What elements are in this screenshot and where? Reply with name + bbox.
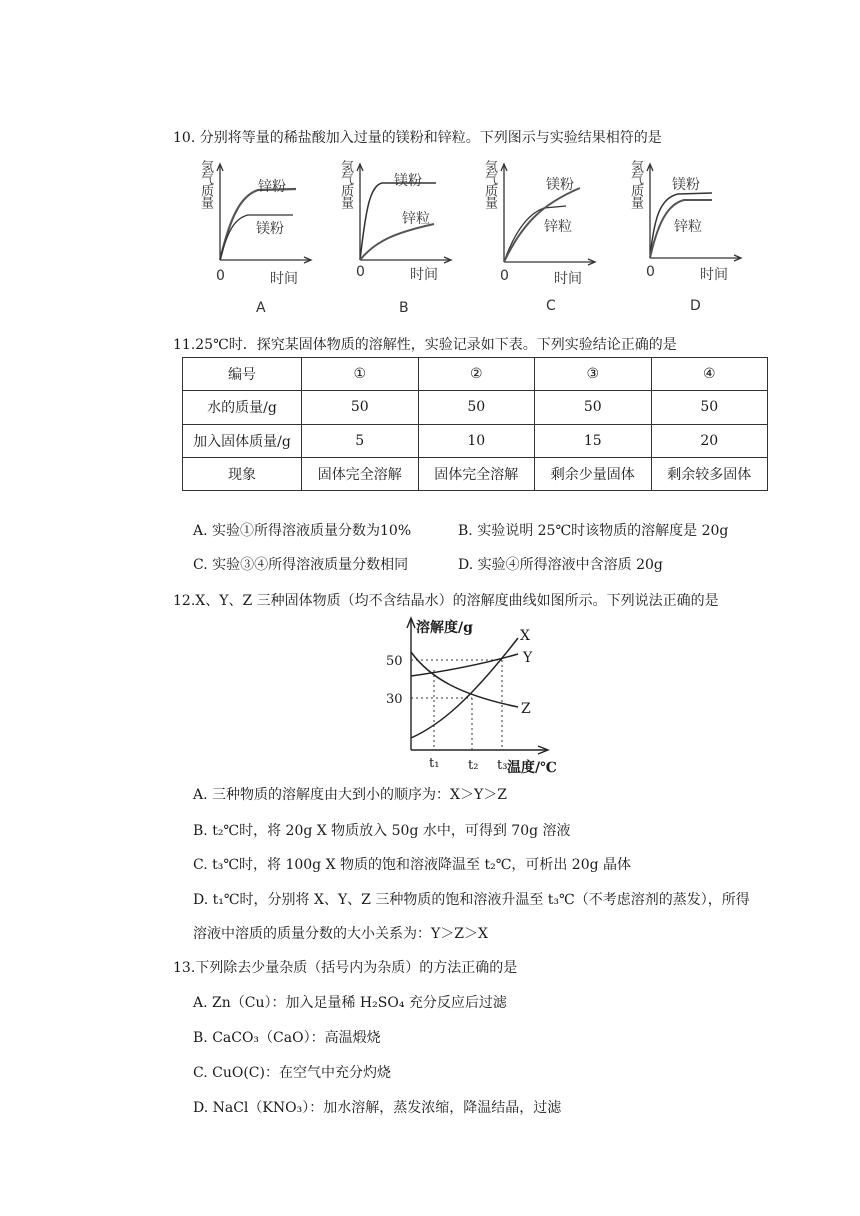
curve-y-label: Y bbox=[523, 650, 533, 666]
graph-a-letter: A bbox=[256, 300, 266, 316]
graph-d-top-label: 镁粉 bbox=[672, 177, 700, 193]
graph-c-ylabel: 氢气质量 bbox=[482, 160, 497, 208]
q12-stem: 12.X、Y、Z 三种固体物质（均不含结晶水）的溶解度曲线如图所示。下列说法正确的是 bbox=[173, 593, 719, 609]
table-cell: 编号 bbox=[183, 358, 302, 391]
graph-b-xlabel: 时间 bbox=[410, 267, 438, 283]
table-row bbox=[183, 424, 768, 457]
table-cell: 加入固体质量/g bbox=[183, 424, 302, 457]
table-cell: 50 bbox=[651, 391, 768, 424]
q12-option-b: B. t₂℃时，将 20g X 物质放入 50g 水中，可得到 70g 溶液 bbox=[193, 823, 571, 839]
graph-b-ylabel: 氢气质量 bbox=[338, 160, 353, 208]
graph-d-origin: 0 bbox=[646, 264, 655, 280]
q12-option-a: A. 三种物质的溶解度由大到小的顺序为：X＞Y＞Z bbox=[193, 787, 507, 803]
q13-option-c: C. CuO(C)：在空气中充分灼烧 bbox=[193, 1065, 391, 1081]
graph-b-bottom-label: 锌粒 bbox=[402, 211, 430, 227]
table-cell: 10 bbox=[418, 424, 535, 457]
ytick-50: 50 bbox=[386, 654, 403, 669]
q11-stem: 11.25℃时．探究某固体物质的溶解性，实验记录如下表。下列实验结论正确的是 bbox=[173, 337, 677, 353]
ytick-30: 30 bbox=[386, 692, 403, 707]
table-cell: 现象 bbox=[183, 457, 302, 490]
xtick-t2: t₂ bbox=[468, 758, 479, 773]
solubility-table bbox=[182, 357, 768, 491]
q11-option-a: A. 实验①所得溶液质量分数为10% bbox=[193, 523, 412, 539]
graph-d-ylabel: 氢气质量 bbox=[628, 160, 643, 208]
table-cell: 5 bbox=[302, 424, 419, 457]
graph-c-bottom-label: 锌粒 bbox=[544, 219, 572, 235]
q10-graph-d bbox=[628, 158, 748, 293]
table-cell: 50 bbox=[418, 391, 535, 424]
graph-xlabel: 温度/℃ bbox=[507, 760, 557, 776]
graph-b-letter: B bbox=[399, 300, 409, 316]
table-cell: 剩余较多固体 bbox=[651, 457, 768, 490]
q10-graph-a bbox=[198, 158, 318, 293]
graph-a-origin: 0 bbox=[216, 268, 225, 284]
table-cell: 剩余少量固体 bbox=[535, 457, 652, 490]
table-cell: ② bbox=[418, 358, 535, 391]
q10-graph-b bbox=[338, 158, 458, 293]
graph-c-letter: C bbox=[546, 298, 556, 314]
q11-option-d: D. 实验④所得溶液中含溶质 20g bbox=[458, 557, 663, 573]
graph-c-xlabel: 时间 bbox=[554, 271, 582, 287]
graph-a-ylabel: 氢气质量 bbox=[198, 160, 213, 208]
graph-a-bottom-label: 镁粉 bbox=[256, 221, 284, 237]
xtick-t1: t₁ bbox=[429, 756, 440, 771]
graph-c-top-label: 镁粉 bbox=[546, 177, 574, 193]
graph-b-origin: 0 bbox=[356, 264, 365, 280]
graph-d-letter: D bbox=[690, 298, 701, 314]
table-cell: 15 bbox=[535, 424, 652, 457]
q10-stem: 10. 分别将等量的稀盐酸加入过量的镁粉和锌粒。下列图示与实验结果相符的是 bbox=[173, 130, 662, 146]
q12-option-d-cont: 溶液中溶质的质量分数的大小关系为：Y＞Z＞X bbox=[193, 926, 488, 942]
graph-a-xlabel: 时间 bbox=[270, 271, 298, 287]
solubility-curve-graph bbox=[380, 610, 580, 780]
table-cell: 水的质量/g bbox=[183, 391, 302, 424]
graph-ylabel: 溶解度/g bbox=[416, 620, 473, 636]
table-cell: ③ bbox=[535, 358, 652, 391]
table-row bbox=[183, 457, 768, 490]
curve-x-label: X bbox=[520, 628, 530, 644]
table-cell: 固体完全溶解 bbox=[418, 457, 535, 490]
q13-stem: 13.下列除去少量杂质（括号内为杂质）的方法正确的是 bbox=[173, 960, 518, 976]
graph-d-xlabel: 时间 bbox=[700, 267, 728, 283]
q11-option-b: B. 实验说明 25℃时该物质的溶解度是 20g bbox=[458, 523, 729, 539]
table-cell: ① bbox=[302, 358, 419, 391]
q13-option-a: A. Zn（Cu）：加入足量稀 H₂SO₄ 充分反应后过滤 bbox=[193, 995, 507, 1011]
q13-option-b: B. CaCO₃（CaO）：高温煅烧 bbox=[193, 1030, 381, 1046]
curve-z-label: Z bbox=[521, 701, 531, 717]
graph-b-top-label: 镁粉 bbox=[394, 173, 422, 189]
graph-c-origin: 0 bbox=[500, 268, 509, 284]
table-cell: 50 bbox=[535, 391, 652, 424]
table-cell: 固体完全溶解 bbox=[302, 457, 419, 490]
table-cell: 20 bbox=[651, 424, 768, 457]
table-cell: ④ bbox=[651, 358, 768, 391]
q10-graph-c bbox=[482, 158, 602, 293]
q12-option-d: D. t₁℃时，分别将 X、Y、Z 三种物质的饱和溶液升温至 t₃℃（不考虑溶剂的蒸发），所得 bbox=[193, 892, 750, 908]
table-cell: 50 bbox=[302, 391, 419, 424]
q13-option-d: D. NaCl（KNO₃）：加水溶解，蒸发浓缩，降温结晶，过滤 bbox=[193, 1100, 562, 1116]
table-row bbox=[183, 358, 768, 391]
graph-a-top-label: 锌粉 bbox=[258, 179, 286, 195]
xtick-t3: t₃ bbox=[497, 758, 508, 773]
table-row bbox=[183, 391, 768, 424]
q12-option-c: C. t₃℃时，将 100g X 物质的饱和溶液降温至 t₂℃，可析出 20g 晶体 bbox=[193, 857, 632, 873]
graph-d-bottom-label: 锌粒 bbox=[674, 219, 702, 235]
q11-option-c: C. 实验③④所得溶液质量分数相同 bbox=[193, 557, 409, 573]
